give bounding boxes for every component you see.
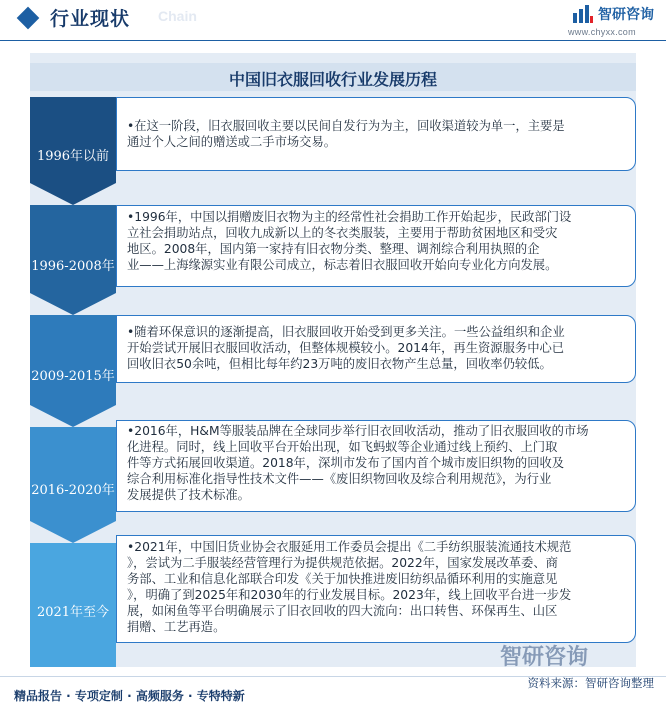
- stage-description: •1996年，中国以捐赠废旧衣物为主的经常性社会捐助工作开始起步，民政部门设 立社会捐助站点，回收九成新以上的冬衣类服装，主要用于帮助贫困地区和受灾 地区。2008年，国内第一家持有旧衣物分类、整理、调剂综合利用执照的企 业——上海缘源实业有限公司成立，标志着旧衣服回收开始向专业化方向发展。: [127, 210, 572, 272]
- stage-label: 1996年以前: [36, 149, 110, 164]
- section-title: 行业现状: [50, 8, 131, 30]
- stage-description-box: [116, 315, 636, 383]
- stage-label: 2016-2020年: [31, 483, 115, 498]
- source-note: 资料来源：智研咨询整理: [527, 676, 654, 690]
- brand-watermark: 智研咨询: [500, 645, 589, 670]
- brand-url: www.chyxx.com: [568, 27, 636, 37]
- brand-name: 智研咨询: [598, 7, 654, 23]
- stage-label: 1996-2008年: [31, 259, 115, 274]
- section-subtitle: Chain: [158, 8, 197, 24]
- stage-1996-before: [30, 97, 636, 205]
- stage-label: 2021年至今: [36, 605, 110, 620]
- stage-description-box: [116, 535, 636, 643]
- stage-description: •2016年，H&M等服装品牌在全球同步举行旧衣回收活动，推动了旧衣服回收的市场 化进程。同时，线上回收平台开始出现，如飞蚂蚁等企业通过线上预约、上门取 件等方式拓展回收渠道。2018年，深圳市发布了国内首个城市废旧织物的回收及 综合利用标准化指导性技术文件——《废旧织物回收及综合利用规范》，为行业 发展提供了技术标准。: [127, 424, 589, 502]
- stage-description: •2021年，中国旧货业协会衣服延用工作委员会提出《二手纺织服装流通技术规范 》，尝试为二手服装经营管理行为提供规范依据。2022年，国家发展改革委、商 务部、工业和信息化部联合印发《关于加快推进废旧纺织品循环利用的实施意见 》，明确了到2025年和2030年的行业发展目标。2023年，线上回收平台进一步发 展，如闲鱼等平台明确展示了旧衣回收的四大流向：出口转售、环保再生、山区 捐赠、工艺再造。: [127, 540, 572, 634]
- page-header: [0, 0, 666, 44]
- header-divider: [0, 40, 666, 41]
- diamond-icon: [17, 7, 40, 30]
- stage-description: •在这一阶段，旧衣服回收主要以民间自发行为为主，回收渠道较为单一，主要是 通过个人之间的赠送或二手市场交易。: [127, 119, 565, 149]
- stage-description-box: [116, 205, 636, 287]
- stage-label: 2009-2015年: [31, 369, 115, 384]
- stage-2016-2020: [30, 424, 636, 543]
- stage-description-box: [116, 97, 636, 171]
- stage-description: •随着环保意识的逐渐提高，旧衣服回收开始受到更多关注。一些公益组织和企业 开始尝试开展旧衣服回收活动，但整体规模较小。2014年，再生资源服务中心已 回收旧衣50余吨，但相比每年约23万吨的废旧衣物产生总量，回收率仍较低。: [127, 325, 565, 371]
- stage-description-box: [116, 420, 636, 512]
- stage-1996-2008: [30, 205, 636, 315]
- footer-services: 精品报告 · 专项定制 · 高频服务 · 专特特新: [14, 689, 245, 703]
- panel-title: 中国旧衣服回收行业发展历程: [228, 70, 437, 89]
- brand-logo-icon: [572, 4, 594, 24]
- stage-2009-2015: [30, 315, 636, 427]
